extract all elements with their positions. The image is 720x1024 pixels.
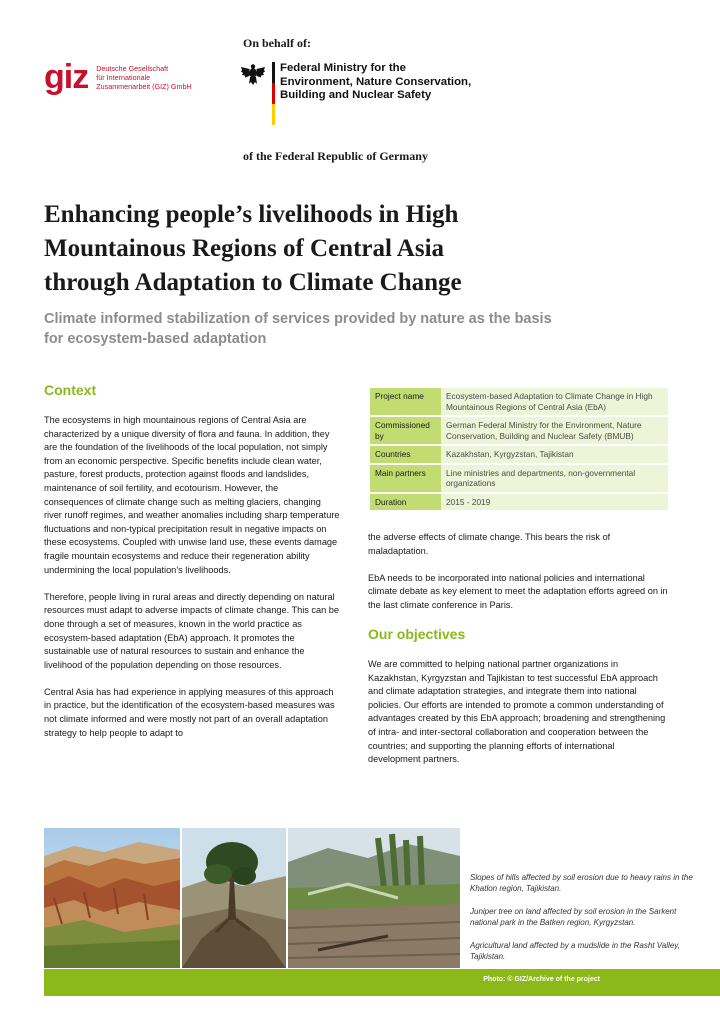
objectives-heading: Our objectives — [368, 626, 466, 642]
project-info-table — [370, 386, 668, 512]
photo-mudslide-field — [288, 828, 460, 968]
table-value: Line ministries and departments, non-governmental organizations — [441, 465, 668, 492]
table-row — [370, 465, 668, 492]
table-key: Countries — [370, 446, 441, 463]
context-paragraph: The ecosystems in high mountainous regions of Central Asia are characterized by a unique diversity of flora and fauna. In addition, they are the foundation of the livelihoods of the local population, not simply from an economic perspective. Specific benefits include clean water, pasture, forest products, protection against floods and landslides, maintenance of soil fertility, and ecotourism. However, the consequences of climate change such as melting glaciers, changing river runoff regimes, and weather anomalies including sharp temperature fluctuations and non-typical precipitation result in negative impacts on these ecosystems. Coupled with unwise land use, these events damage fragile mountain ecosystems and reduce their regeneration ability undermining the local population’s livelihoods. — [44, 415, 340, 575]
photo-credit: Photo: © GIZ/Archive of the project — [483, 976, 600, 983]
juniper-tree-image — [182, 828, 286, 968]
context-heading: Context — [44, 382, 97, 398]
objectives-paragraph: We are committed to helping national partner organizations in Kazakhstan, Kyrgyzstan and Tajikistan to test successful EbA approach and climate adaptation strategies, and integrate them into national policies. Our efforts are intended to promote a common understanding of advantages created by this EbA approach; broadening and strengthening of intra- and inter-sectoral collaboration and cooperation between the countries; and supporting the planning efforts of international development partners. — [368, 659, 666, 765]
table-row — [370, 494, 668, 511]
context-paragraph: EbA needs to be incorporated into national policies and international climate debate as key element to meet the adaptation efforts agreed on in the last climate conference in Paris. — [368, 572, 668, 610]
photo-caption: Slopes of hills affected by soil erosion due to heavy rains in the Khatlon region, Tajikistan. — [470, 873, 693, 893]
photo-caption: Agricultural land affected by a mudslide in the Rasht Valley, Tajikistan. — [470, 941, 680, 961]
german-flag-stripe — [272, 62, 275, 125]
page-subtitle: Climate informed stabilization of services provided by nature as the basis for ecosystem-based adaptation — [44, 311, 552, 347]
table-key: Main partners — [370, 465, 441, 492]
federal-republic-label: of the Federal Republic of Germany — [243, 149, 428, 163]
photo-juniper-tree — [182, 828, 286, 968]
giz-logo — [44, 60, 192, 94]
federal-eagle-icon — [240, 62, 266, 88]
mudslide-field-image — [288, 828, 460, 968]
photo-eroded-hills — [44, 828, 180, 968]
table-value: Kazakhstan, Kyrgyzstan, Tajikistan — [441, 446, 668, 463]
table-key: Duration — [370, 494, 441, 511]
table-value: Ecosystem-based Adaptation to Climate Change in High Mountainous Regions of Central Asia (EbA) — [441, 388, 668, 415]
context-right-column — [368, 531, 668, 626]
ministry-name: Federal Ministry for the Environment, Nature Conservation, Building and Nuclear Safety — [280, 62, 472, 101]
table-row — [370, 388, 668, 415]
footer-bar — [44, 969, 720, 996]
table-value: German Federal Ministry for the Environment, Nature Conservation, Building and Nuclear Safety (BMUB) — [441, 417, 668, 444]
bmub-logo — [240, 62, 471, 125]
context-left-column — [44, 414, 340, 754]
context-paragraph: Central Asia has had experience in applying measures of this approach in practice, but the identification of the ecosystem-based measures was not climate informed and were mostly not part of an overall adaptation strategy to help people to adapt to — [44, 686, 335, 738]
context-paragraph: the adverse effects of climate change. This bears the risk of maladaptation. — [368, 532, 611, 556]
table-key: Project name — [370, 388, 441, 415]
eroded-hills-image — [44, 828, 180, 968]
on-behalf-label: On behalf of: — [243, 36, 312, 50]
giz-name: Deutsche Gesellschaft für Internationale Zusammenarbeit (GIZ) GmbH — [96, 64, 192, 91]
photo-caption: Juniper tree on land affected by soil erosion in the Sarkent national park in the Batken region, Kyrgyzstan. — [470, 907, 677, 927]
table-row — [370, 417, 668, 444]
page-title: Enhancing people’s livelihoods in High Mountainous Regions of Central Asia through Adaptation to Climate Change — [44, 201, 462, 296]
table-value: 2015 - 2019 — [441, 494, 668, 511]
context-paragraph: Therefore, people living in rural areas and directly depending on natural resources must adapt to adverse impacts of climate change. This can be done through a set of measures, known in the world practice as ecosystem-based adaptation (EbA) approach. It promotes the sustainable use of natural resources to sustain and enhance the livelihood of the population depending on those resources. — [44, 591, 340, 670]
table-row — [370, 446, 668, 463]
giz-wordmark: giz — [44, 58, 89, 96]
table-key: Commissioned by — [370, 417, 441, 444]
